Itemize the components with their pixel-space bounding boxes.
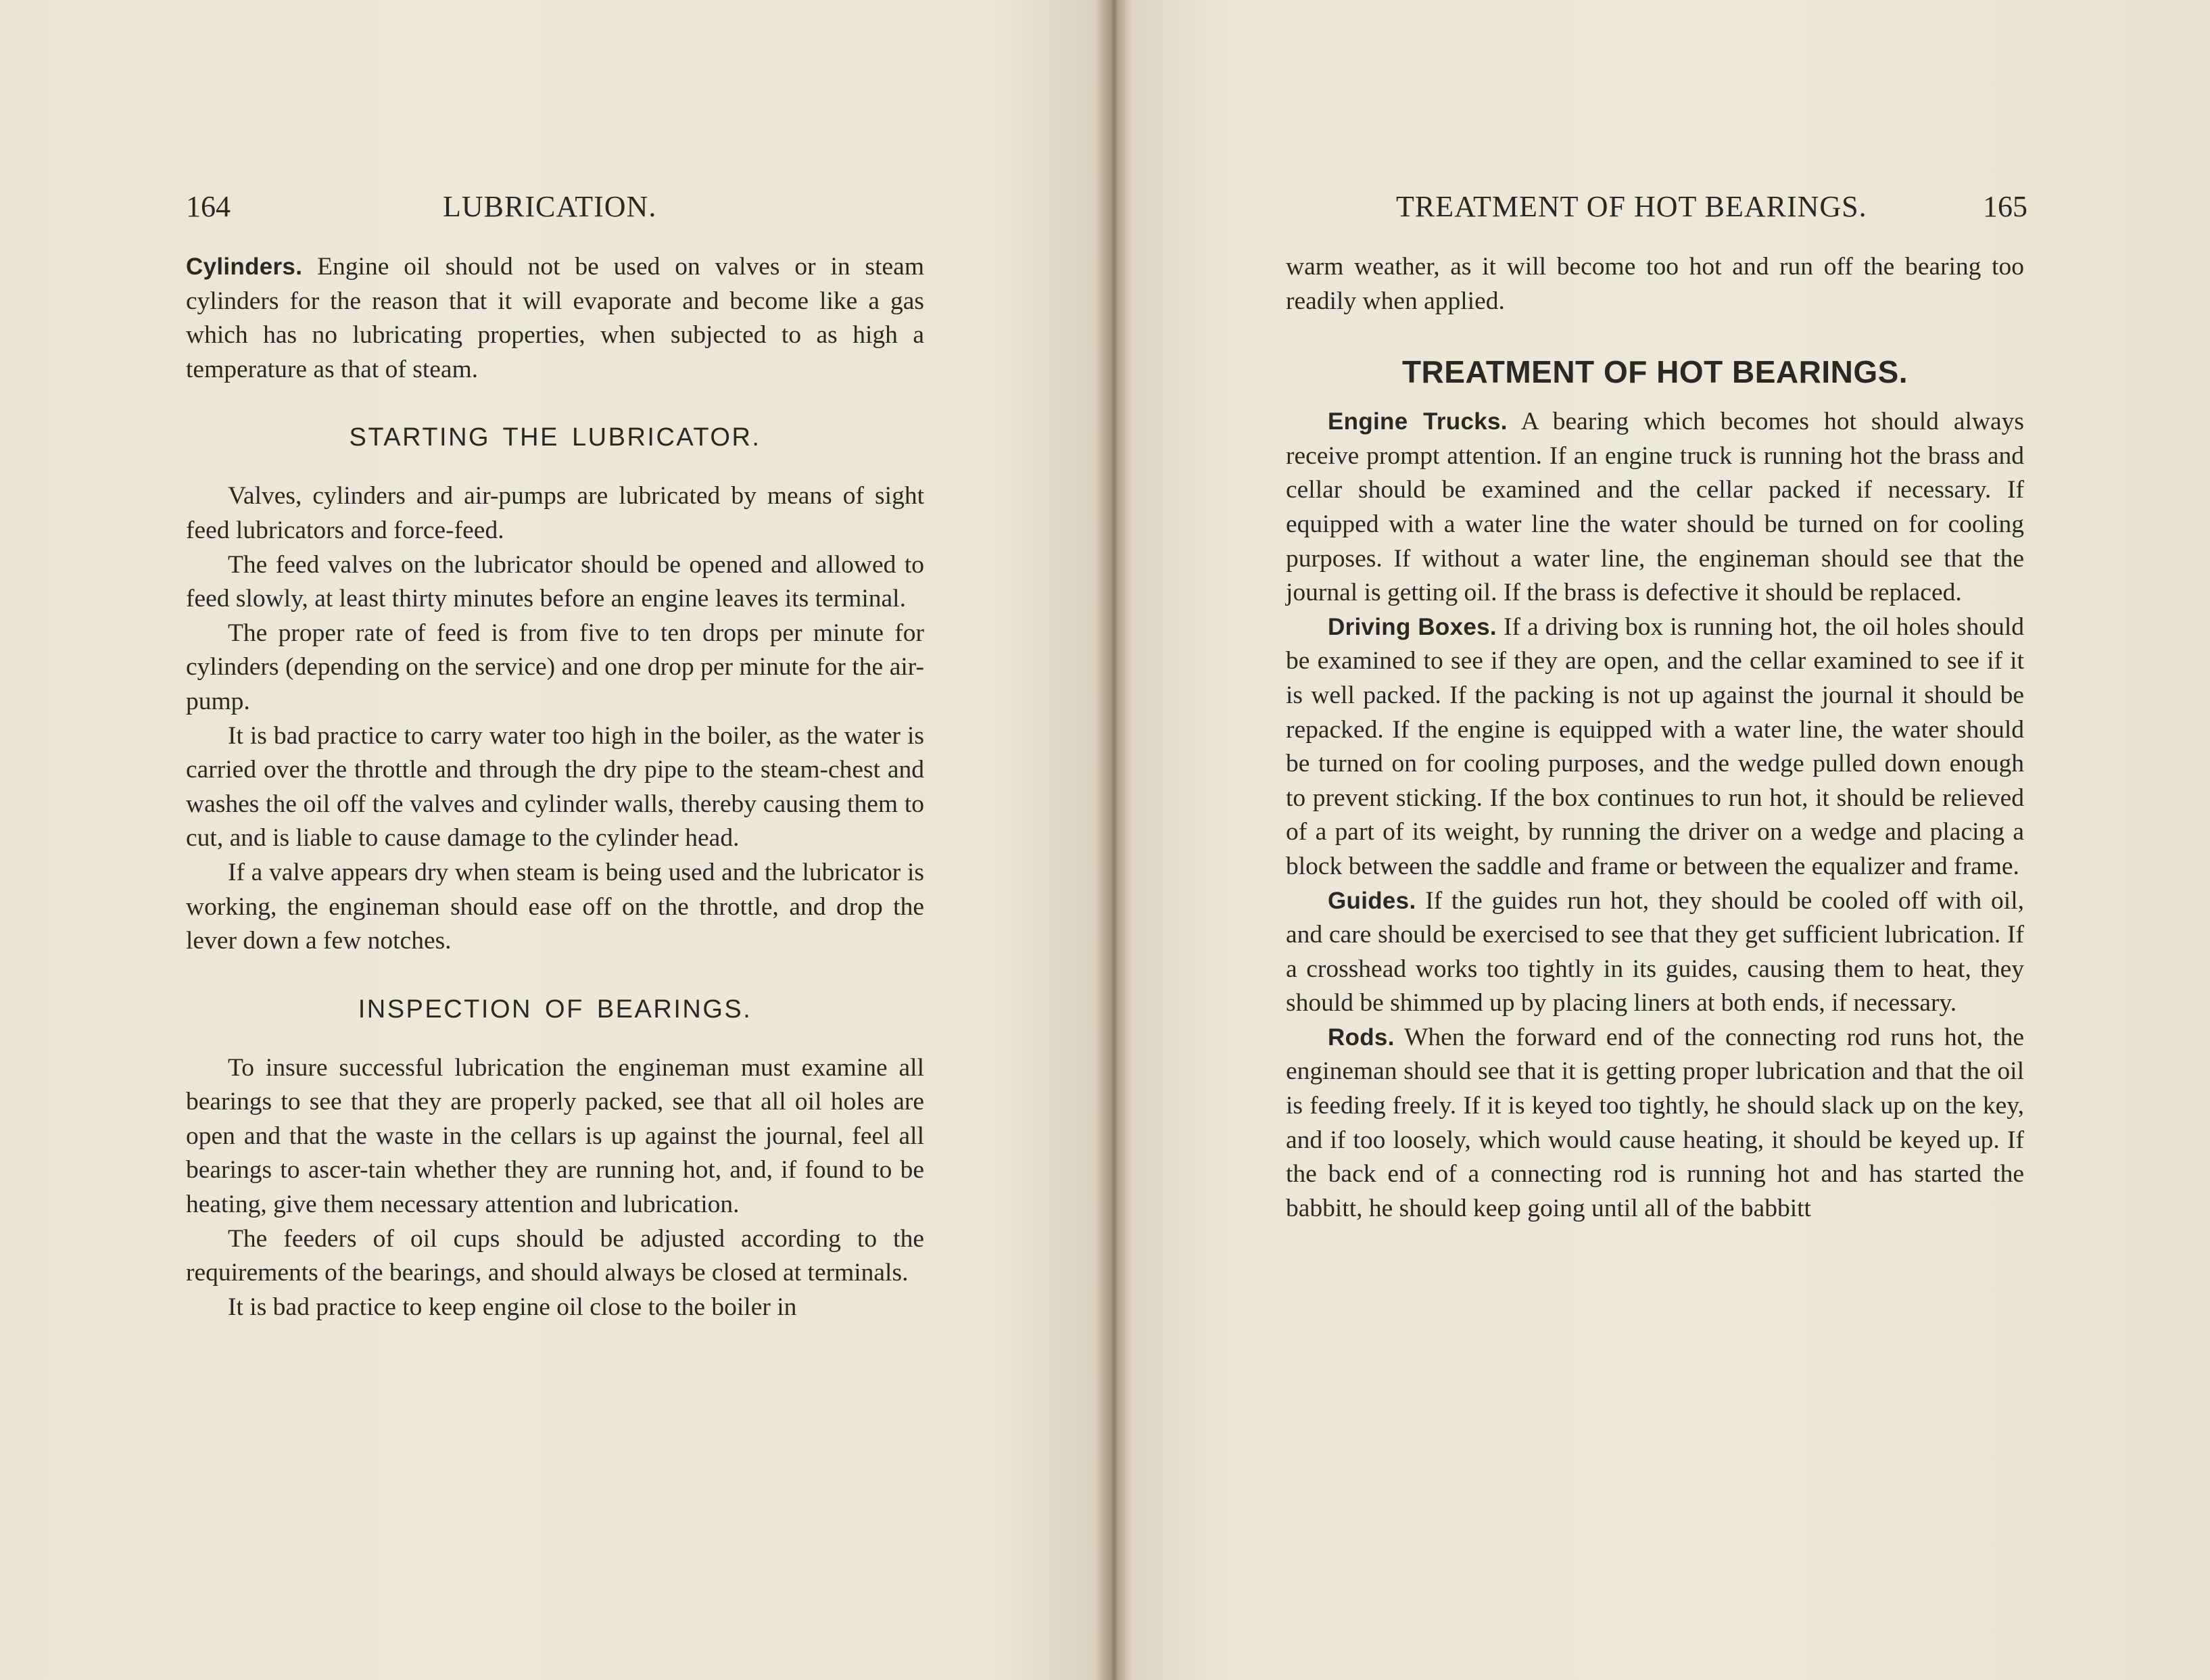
paragraph: To insure successful lubrication the engineman must examine all bearings to see that they are properly packed, see that all oil holes are open and that the waste in the cellars is up against the journal, feel all bearings to ascer-tain whether they are running hot, and, if found to be heating, give them necessary attention and lubrication. [186,1053,924,1219]
right-text-column [1286,250,2024,1226]
paragraph: It is bad practice to carry water too high in the boiler, as the water is carried over the throttle and through the dry pipe to the steam-chest and washes the oil off the valves and cylinder walls, thereby causing them to cut, and is liable to cause damage to the cylinder head. [186,721,924,853]
section-heading: STARTING THE LUBRICATOR. [349,423,761,452]
intro-paragraph [186,250,924,387]
paragraph-text: When the forward end of the connecting rod runs hot, the engineman should see that it is getting proper lubrication and that the oil is feeding freely. If it is keyed too tightly, he should slack up on the key, and if too loosely, which would cause heating, it should be keyed up. If the back end of a connecting rod is running hot and has started the babbitt, he should keep going until all of the babbitt [1286,1023,2024,1222]
paragraph-text: If a driving box is running hot, the oil holes should be examined to see if they are open, and the cellar examined to see if it is well packed. If the packing is not up against the journal it should be repacked. If the engine is equipped with a water line, the water should be turned on for cooling purposes, and the wedge pulled down enough to prevent sticking. If the box continues to run hot, it should be relieved of a part of its weight, by running the driver on a wedge and placing a block between the saddle and frame or between the equalizer and frame. [1286,613,2024,880]
side-heading: Driving Boxes. [1328,613,1497,640]
item-paragraph [1286,884,2024,1021]
paragraph-text: A bearing which becomes hot should always receive prompt attention. If an engine truck is running hot the brass and cellar should be examined and the cellar packed if necessary. If equipped with a water line the water should be turned on for cooling purposes. If without a water line, the engineman should see that the journal is getting oil. If the brass is defective it should be replaced. [1286,408,2024,607]
paragraph: The proper rate of feed is from five to ten drops per minute for cylinders (depending on the service) and one drop per minute for the air-pump. [186,619,924,715]
section-heading: INSPECTION OF BEARINGS. [358,994,752,1024]
chapter-title: TREATMENT OF HOT BEARINGS. [1401,354,1908,390]
item-paragraph [1286,1021,2024,1226]
item-paragraph [1286,610,2024,884]
page-number: 165 [1983,190,2027,223]
paragraph: The feed valves on the lubricator should be opened and allowed to feed slowly, at least thirty minutes before an engine leaves its terminal. [186,550,924,613]
page-number: 164 [186,190,231,223]
paragraph: If a valve appears dry when steam is being used and the lubricator is working, the engineman should ease off on the throttle, and drop the lever down a few notches. [186,858,924,955]
paragraph: The feeders of oil cups should be adjusted according to the requirements of the bearings, and should always be closed at terminals. [186,1224,924,1287]
continuation-paragraph: warm weather, as it will become too hot and run off the bearing too readily when applied. [1286,253,2024,315]
side-heading: Cylinders. [186,254,303,280]
paragraph: It is bad practice to keep engine oil close to the boiler in [228,1293,797,1321]
paragraph: Valves, cylinders and air-pumps are lubricated by means of sight feed lubricators and force-feed. [186,482,924,544]
side-heading: Rods. [1328,1024,1395,1051]
left-text-column [186,250,924,1324]
side-heading: Guides. [1328,887,1416,914]
running-head: TREATMENT OF HOT BEARINGS. [1396,190,1867,223]
side-heading: Engine Trucks. [1328,408,1508,435]
running-head: LUBRICATION. [443,190,657,223]
paragraph-text: If the guides run hot, they should be cooled off with oil, and care should be exercised to see that they get sufficient lubrication. If a crosshead works too tightly in its guides, causing them to heat, they should be shimmed up by placing liners at both ends, if necessary. [1286,886,2024,1017]
paragraph-text: Engine oil should not be used on valves or in steam cylinders for the reason that it will evaporate and become like a gas which has no lubricating properties, when subjected to as high a temperature as that of steam. [186,253,924,383]
item-paragraph [1286,405,2024,610]
right-page [1122,0,2210,1680]
